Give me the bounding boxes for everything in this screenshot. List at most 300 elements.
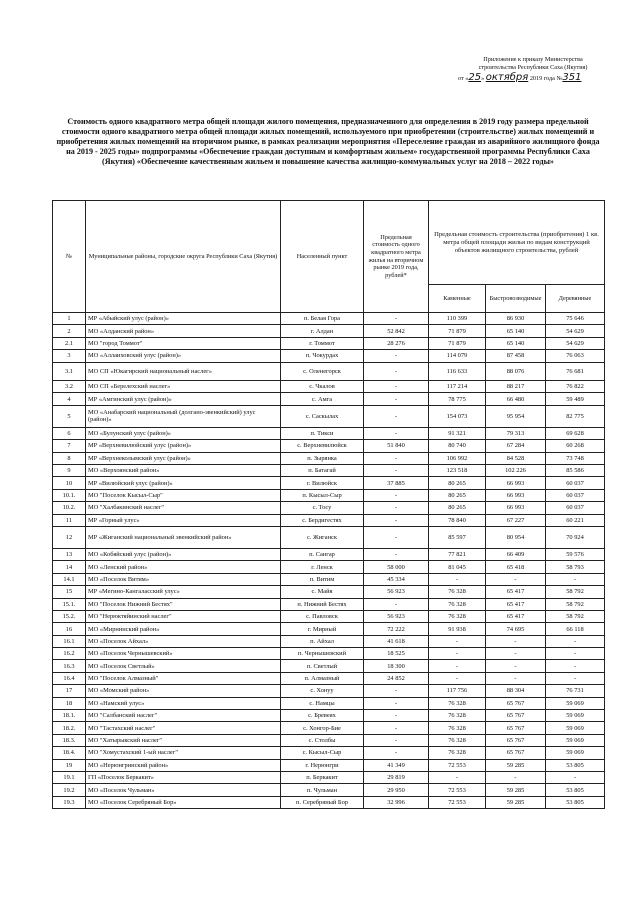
cell-settlement: с. Хонуу xyxy=(281,685,364,697)
cell-no: 12 xyxy=(53,526,86,548)
cell-no: 6 xyxy=(53,427,86,439)
cell-municipality: МО «Ленский район» xyxy=(86,561,281,573)
cell-settlement: п. Чульман xyxy=(281,784,364,796)
cell-secondary-price: 58 000 xyxy=(364,561,429,573)
cell-fast-build-price: - xyxy=(486,635,546,647)
cell-municipality: МО «Момский район» xyxy=(86,685,281,697)
cell-secondary-price: 37 885 xyxy=(364,477,429,489)
cell-municipality: МО "город Томмот" xyxy=(86,337,281,349)
cell-settlement: с. Бревеях xyxy=(281,710,364,722)
cell-secondary-price: - xyxy=(364,514,429,526)
cell-municipality: МО «Поселок Серебряный Бор» xyxy=(86,796,281,808)
approval-date-line xyxy=(458,71,608,83)
table-row xyxy=(53,489,605,501)
cell-stone-price: 76 328 xyxy=(429,747,486,759)
cell-no: 7 xyxy=(53,440,86,452)
cell-stone-price: 76 328 xyxy=(429,586,486,598)
cell-settlement: с. Павловск xyxy=(281,610,364,622)
cell-secondary-price: 41 349 xyxy=(364,759,429,771)
cell-stone-price: - xyxy=(429,672,486,684)
cell-stone-price: 116 633 xyxy=(429,362,486,381)
cell-settlement: с. Верхневилюйск xyxy=(281,440,364,452)
cell-secondary-price: - xyxy=(364,350,429,362)
cell-secondary-price: 72 222 xyxy=(364,623,429,635)
cell-settlement: с. Тосу xyxy=(281,502,364,514)
cell-settlement: п. Витим xyxy=(281,573,364,585)
table-row xyxy=(53,710,605,722)
cell-settlement: п. Чернышевский xyxy=(281,648,364,660)
cell-municipality: МР «Жиганский национальный эвенкийский район» xyxy=(86,526,281,548)
cell-fast-build-price: 65 418 xyxy=(486,561,546,573)
table-row xyxy=(53,573,605,585)
cell-settlement: с. Саскылах xyxy=(281,405,364,427)
cell-wood-price: 59 069 xyxy=(546,710,605,722)
cell-wood-price: 53 805 xyxy=(546,759,605,771)
cell-fast-build-price: 59 285 xyxy=(486,796,546,808)
table-row xyxy=(53,337,605,349)
cell-no: 15 xyxy=(53,586,86,598)
cell-municipality: МО «Поселок Светлый» xyxy=(86,660,281,672)
approval-month: октября xyxy=(485,71,529,83)
cell-wood-price: - xyxy=(546,672,605,684)
cell-fast-build-price: 66 409 xyxy=(486,548,546,560)
cell-secondary-price: - xyxy=(364,685,429,697)
cell-stone-price: - xyxy=(429,648,486,660)
cell-no: 2 xyxy=(53,325,86,337)
cell-fast-build-price: 88 076 xyxy=(486,362,546,381)
cell-no: 15.1. xyxy=(53,598,86,610)
cell-municipality: МО СП «Юкагирский национальный наслег» xyxy=(86,362,281,381)
cell-settlement: с. Столбы xyxy=(281,734,364,746)
cell-wood-price: 54 629 xyxy=(546,337,605,349)
cell-no: 19 xyxy=(53,759,86,771)
table-row xyxy=(53,381,605,393)
cell-secondary-price: 41 618 xyxy=(364,635,429,647)
cell-municipality: МО "Поселок Алмазный" xyxy=(86,672,281,684)
table-row xyxy=(53,405,605,427)
cell-fast-build-price: - xyxy=(486,672,546,684)
cell-fast-build-price: 65 767 xyxy=(486,710,546,722)
cell-municipality: МО "Поселок Нижний Бестях" xyxy=(86,598,281,610)
cell-secondary-price: 18 300 xyxy=(364,660,429,672)
cell-municipality: МО «Намский улус» xyxy=(86,697,281,709)
cell-settlement: п. Чокурдах xyxy=(281,350,364,362)
cell-wood-price: 60 268 xyxy=(546,440,605,452)
cell-stone-price: 80 265 xyxy=(429,477,486,489)
cell-wood-price: 58 792 xyxy=(546,598,605,610)
cell-wood-price: - xyxy=(546,648,605,660)
cell-wood-price: 59 069 xyxy=(546,747,605,759)
cell-secondary-price: 24 852 xyxy=(364,672,429,684)
approval-number: 351 xyxy=(562,71,582,83)
cell-stone-price: - xyxy=(429,573,486,585)
cell-municipality: МР «Абыйский улус (район)» xyxy=(86,313,281,325)
cell-no: 4 xyxy=(53,393,86,405)
cell-no: 14.1 xyxy=(53,573,86,585)
header-fast-build: Быстровозводимые xyxy=(486,285,546,313)
cell-stone-price: 80 265 xyxy=(429,489,486,501)
cell-wood-price: - xyxy=(546,660,605,672)
approval-line-2: строительства Республики Саха (Якутия) xyxy=(478,64,588,72)
cell-municipality: МО "Халбакинский наслег" xyxy=(86,502,281,514)
cell-secondary-price: - xyxy=(364,381,429,393)
cell-secondary-price: 56 923 xyxy=(364,586,429,598)
cell-secondary-price: - xyxy=(364,452,429,464)
cell-fast-build-price: 95 954 xyxy=(486,405,546,427)
cell-stone-price: 76 328 xyxy=(429,610,486,622)
table-row xyxy=(53,610,605,622)
cell-no: 11 xyxy=(53,514,86,526)
cell-fast-build-price: 88 217 xyxy=(486,381,546,393)
cell-settlement: г. Алдан xyxy=(281,325,364,337)
cell-secondary-price: - xyxy=(364,393,429,405)
cell-municipality: ГП «Поселок Беркакит» xyxy=(86,772,281,784)
cell-municipality: МО «Булунский улус (район)» xyxy=(86,427,281,439)
cell-municipality: МО «Поселок Чернышевский» xyxy=(86,648,281,660)
approval-mid: » xyxy=(481,74,486,82)
table-row xyxy=(53,350,605,362)
cell-stone-price: 71 879 xyxy=(429,337,486,349)
cell-fast-build-price: 59 285 xyxy=(486,759,546,771)
cell-fast-build-price: 65 417 xyxy=(486,598,546,610)
cell-settlement: п. Алмазный xyxy=(281,672,364,684)
cell-municipality: МО "Хомустахский 1-ый наслег" xyxy=(86,747,281,759)
cell-municipality: МР «Горный улус» xyxy=(86,514,281,526)
cell-fast-build-price: - xyxy=(486,772,546,784)
header-construction-cost: Предельная стоимость строительства (приобретения) 1 кв. метра общей площади жилья по видам конструкций объектов жилищного строительства, рублей xyxy=(429,201,605,285)
table-row xyxy=(53,672,605,684)
cell-municipality: МР «Верхневилюйский улус (район)» xyxy=(86,440,281,452)
cell-fast-build-price: 65 140 xyxy=(486,325,546,337)
header-wood: Деревянные xyxy=(546,285,605,313)
cell-fast-build-price: 74 695 xyxy=(486,623,546,635)
cell-stone-price: 80 740 xyxy=(429,440,486,452)
cell-municipality: МО «Аллаиховский улус (район)» xyxy=(86,350,281,362)
cell-no: 3.2 xyxy=(53,381,86,393)
cell-stone-price: 76 328 xyxy=(429,697,486,709)
table-row xyxy=(53,623,605,635)
cell-wood-price: 75 646 xyxy=(546,313,605,325)
cell-no: 19.1 xyxy=(53,772,86,784)
cell-no: 3.1 xyxy=(53,362,86,381)
cell-fast-build-price: 65 140 xyxy=(486,337,546,349)
table-row xyxy=(53,685,605,697)
cell-fast-build-price: 102 226 xyxy=(486,465,546,477)
cell-municipality: МР «Верхнеколымский улус (район)» xyxy=(86,452,281,464)
cell-fast-build-price: 67 227 xyxy=(486,514,546,526)
cell-settlement: п. Нижний Бестях xyxy=(281,598,364,610)
cell-secondary-price: 32 996 xyxy=(364,796,429,808)
approval-day: 25 xyxy=(468,71,482,83)
header-secondary-market: Предельная стоимость одного квадратного метра жилья на вторичном рынке 2019 года, рублей* xyxy=(364,201,429,313)
cell-wood-price: 76 681 xyxy=(546,362,605,381)
cell-settlement: п. Беркакит xyxy=(281,772,364,784)
cell-stone-price: 72 553 xyxy=(429,759,486,771)
cell-settlement: п. Сангар xyxy=(281,548,364,560)
cell-stone-price: 76 328 xyxy=(429,734,486,746)
table-row xyxy=(53,747,605,759)
cell-stone-price: 91 938 xyxy=(429,623,486,635)
cell-fast-build-price: 59 285 xyxy=(486,784,546,796)
cell-no: 10 xyxy=(53,477,86,489)
cell-no: 18 xyxy=(53,697,86,709)
cell-wood-price: 70 924 xyxy=(546,526,605,548)
table-row xyxy=(53,660,605,672)
table-row xyxy=(53,548,605,560)
cell-secondary-price: - xyxy=(364,465,429,477)
cell-wood-price: 59 069 xyxy=(546,734,605,746)
cell-secondary-price: - xyxy=(364,697,429,709)
table-row xyxy=(53,734,605,746)
cell-secondary-price: - xyxy=(364,502,429,514)
cell-no: 8 xyxy=(53,452,86,464)
cell-municipality: МО "Хатырыкский наслег" xyxy=(86,734,281,746)
approval-stamp xyxy=(458,56,608,83)
cell-settlement: с. Амга xyxy=(281,393,364,405)
cell-settlement: п. Кысыл-Сыр xyxy=(281,489,364,501)
cell-no: 17 xyxy=(53,685,86,697)
table-row xyxy=(53,598,605,610)
table-row xyxy=(53,586,605,598)
cell-no: 19.3 xyxy=(53,796,86,808)
cell-fast-build-price: 86 930 xyxy=(486,313,546,325)
cell-secondary-price: - xyxy=(364,548,429,560)
cell-fast-build-price: 66 993 xyxy=(486,502,546,514)
table-row xyxy=(53,452,605,464)
cell-wood-price: 76 063 xyxy=(546,350,605,362)
cell-settlement: п. Белая Гора xyxy=(281,313,364,325)
table-row xyxy=(53,784,605,796)
cell-no: 18.1. xyxy=(53,710,86,722)
cell-stone-price: - xyxy=(429,635,486,647)
cell-fast-build-price: - xyxy=(486,573,546,585)
table-row xyxy=(53,648,605,660)
cell-wood-price: 60 221 xyxy=(546,514,605,526)
cell-no: 9 xyxy=(53,465,86,477)
cell-no: 16.2 xyxy=(53,648,86,660)
cell-municipality: МО «Поселок Айхал» xyxy=(86,635,281,647)
cell-municipality: МО "Салбанский наслег" xyxy=(86,710,281,722)
cell-stone-price: 78 775 xyxy=(429,393,486,405)
cell-secondary-price: 29 950 xyxy=(364,784,429,796)
cell-secondary-price: - xyxy=(364,526,429,548)
cell-wood-price: 53 805 xyxy=(546,796,605,808)
cell-wood-price: 58 792 xyxy=(546,610,605,622)
cell-fast-build-price: 80 954 xyxy=(486,526,546,548)
approval-line-1: Приложение к приказу Министерства xyxy=(483,56,583,63)
cell-stone-price: - xyxy=(429,772,486,784)
cell-fast-build-price: 65 767 xyxy=(486,747,546,759)
cell-settlement: с. Хонгор-Бие xyxy=(281,722,364,734)
cell-no: 5 xyxy=(53,405,86,427)
cell-settlement: с. Намцы xyxy=(281,697,364,709)
cell-stone-price: 78 840 xyxy=(429,514,486,526)
cell-municipality: МО «Мирнинский район» xyxy=(86,623,281,635)
cell-wood-price: 53 805 xyxy=(546,784,605,796)
cell-no: 18.4. xyxy=(53,747,86,759)
cell-municipality: МО СП «Берелехский наслег» xyxy=(86,381,281,393)
table-row xyxy=(53,477,605,489)
cell-wood-price: - xyxy=(546,772,605,784)
cell-stone-price: 154 073 xyxy=(429,405,486,427)
cell-settlement: г. Мирный xyxy=(281,623,364,635)
cell-wood-price: 58 792 xyxy=(546,586,605,598)
cell-stone-price: 77 821 xyxy=(429,548,486,560)
cell-municipality: МО "Поселок Кысыл-Сыр" xyxy=(86,489,281,501)
table-row xyxy=(53,635,605,647)
cell-secondary-price: - xyxy=(364,362,429,381)
cell-secondary-price: - xyxy=(364,710,429,722)
cell-secondary-price: 51 840 xyxy=(364,440,429,452)
cell-wood-price: - xyxy=(546,573,605,585)
cell-no: 18.2. xyxy=(53,722,86,734)
table-row xyxy=(53,465,605,477)
cell-secondary-price: 52 842 xyxy=(364,325,429,337)
cell-settlement: г. Вилюйск xyxy=(281,477,364,489)
cell-stone-price: 123 518 xyxy=(429,465,486,477)
cell-wood-price: 59 489 xyxy=(546,393,605,405)
cell-wood-price: 85 586 xyxy=(546,465,605,477)
cell-fast-build-price: - xyxy=(486,660,546,672)
cell-municipality: МО «Нерюнгринский район» xyxy=(86,759,281,771)
cell-secondary-price: - xyxy=(364,598,429,610)
header-no: № xyxy=(53,201,86,313)
cell-settlement: п. Тикси xyxy=(281,427,364,439)
cell-settlement: г. Томмот xyxy=(281,337,364,349)
cell-no: 16.1 xyxy=(53,635,86,647)
table-row xyxy=(53,722,605,734)
header-settlement: Населенный пункт xyxy=(281,201,364,313)
cell-settlement: с. Оленегорск xyxy=(281,362,364,381)
table-row xyxy=(53,313,605,325)
cell-wood-price: 60 037 xyxy=(546,489,605,501)
cell-stone-price: 114 079 xyxy=(429,350,486,362)
table-row xyxy=(53,697,605,709)
header-municipality: Муниципальные районы, городские округа Республики Саха (Якутия) xyxy=(86,201,281,313)
cell-no: 16.4 xyxy=(53,672,86,684)
cell-fast-build-price: 87 458 xyxy=(486,350,546,362)
table-row xyxy=(53,440,605,452)
cell-stone-price: 117 756 xyxy=(429,685,486,697)
cell-fast-build-price: - xyxy=(486,648,546,660)
cell-secondary-price: 45 334 xyxy=(364,573,429,585)
cell-settlement: п. Батагай xyxy=(281,465,364,477)
cell-stone-price: 106 992 xyxy=(429,452,486,464)
cost-table xyxy=(52,200,605,809)
cell-no: 3 xyxy=(53,350,86,362)
cell-wood-price: 54 629 xyxy=(546,325,605,337)
cell-secondary-price: - xyxy=(364,313,429,325)
cell-stone-price: 117 214 xyxy=(429,381,486,393)
table-row xyxy=(53,561,605,573)
cell-secondary-price: 29 819 xyxy=(364,772,429,784)
cell-no: 16.3 xyxy=(53,660,86,672)
cell-settlement: п. Серебряный Бор xyxy=(281,796,364,808)
table-row xyxy=(53,759,605,771)
table-row xyxy=(53,393,605,405)
cell-stone-price: 76 328 xyxy=(429,710,486,722)
cell-fast-build-price: 65 417 xyxy=(486,586,546,598)
cell-secondary-price: 56 923 xyxy=(364,610,429,622)
cell-wood-price: - xyxy=(546,635,605,647)
cell-settlement: с. Жиганск xyxy=(281,526,364,548)
cell-wood-price: 66 118 xyxy=(546,623,605,635)
cell-stone-price: 71 879 xyxy=(429,325,486,337)
cell-fast-build-price: 67 284 xyxy=(486,440,546,452)
cell-fast-build-price: 65 767 xyxy=(486,697,546,709)
cell-wood-price: 76 822 xyxy=(546,381,605,393)
cell-stone-price: 91 321 xyxy=(429,427,486,439)
cell-settlement: г. Нерюнгри xyxy=(281,759,364,771)
cell-stone-price: 72 553 xyxy=(429,796,486,808)
cell-settlement: п. Айхал xyxy=(281,635,364,647)
cell-stone-price: 81 045 xyxy=(429,561,486,573)
table-row xyxy=(53,772,605,784)
cell-municipality: МР «Мегино-Кангаласский улус» xyxy=(86,586,281,598)
cell-municipality: МО «Верхоянский район» xyxy=(86,465,281,477)
header-stone: Каменные xyxy=(429,285,486,313)
cell-wood-price: 82 775 xyxy=(546,405,605,427)
cell-no: 2.1 xyxy=(53,337,86,349)
cell-no: 16 xyxy=(53,623,86,635)
cell-no: 10.1. xyxy=(53,489,86,501)
cell-stone-price: 80 265 xyxy=(429,502,486,514)
table-row xyxy=(53,796,605,808)
cell-fast-build-price: 66 480 xyxy=(486,393,546,405)
cell-wood-price: 69 628 xyxy=(546,427,605,439)
cell-settlement: г. Ленск xyxy=(281,561,364,573)
cell-secondary-price: 18 525 xyxy=(364,648,429,660)
cell-fast-build-price: 65 767 xyxy=(486,734,546,746)
cell-no: 19.2 xyxy=(53,784,86,796)
cell-municipality: МО «Кобяйский улус (район)» xyxy=(86,548,281,560)
cell-fast-build-price: 88 304 xyxy=(486,685,546,697)
cell-no: 13 xyxy=(53,548,86,560)
table-row xyxy=(53,514,605,526)
cell-secondary-price: - xyxy=(364,722,429,734)
cell-secondary-price: - xyxy=(364,734,429,746)
cell-wood-price: 73 748 xyxy=(546,452,605,464)
cell-stone-price: 110 399 xyxy=(429,313,486,325)
cell-stone-price: 76 328 xyxy=(429,598,486,610)
cell-fast-build-price: 66 993 xyxy=(486,477,546,489)
cell-fast-build-price: 79 313 xyxy=(486,427,546,439)
approval-year: 2019 года № xyxy=(529,74,563,82)
table-row xyxy=(53,325,605,337)
document-title: Стоимость одного квадратного метра общей площади жилого помещения, предназначенного для определения в 2019 году размера предельной стоимости одного квадратного метра общей площади жилых помещений, используемого при приобретении (строительстве) жилых помещений и приобретения жилых помещений на вторичном рынке, в рамках реализации мероприятия «Переселение граждан из аварийного жилищного фонда на 2019 - 2025 годы» подпрограммы «Обеспечение граждан доступным и комфортным жильем» государственной программы Республики Саха (Якутия) «Обеспечение качественным жильем и повышение качества жилищно-коммунальных услуг на 2018 – 2022 годы» xyxy=(56,117,600,167)
cell-municipality: МР «Вилюйский улус (район)» xyxy=(86,477,281,489)
cell-municipality: МО «Поселок Чульман» xyxy=(86,784,281,796)
cell-no: 1 xyxy=(53,313,86,325)
cell-wood-price: 60 037 xyxy=(546,502,605,514)
cell-wood-price: 59 069 xyxy=(546,697,605,709)
table-body xyxy=(53,313,605,809)
cell-wood-price: 76 731 xyxy=(546,685,605,697)
cell-secondary-price: - xyxy=(364,427,429,439)
cell-stone-price: 85 597 xyxy=(429,526,486,548)
cell-no: 18.3. xyxy=(53,734,86,746)
cell-municipality: МО «Анабарский национальный (долгано-эвенкийский) улус (район)» xyxy=(86,405,281,427)
cell-wood-price: 60 037 xyxy=(546,477,605,489)
cell-settlement: с. Кысыл-Сыр xyxy=(281,747,364,759)
cell-municipality: МО «Алданский район» xyxy=(86,325,281,337)
cell-stone-price: 72 553 xyxy=(429,784,486,796)
cell-no: 10.2. xyxy=(53,502,86,514)
cell-fast-build-price: 65 417 xyxy=(486,610,546,622)
cell-settlement: с. Майя xyxy=(281,586,364,598)
table-row xyxy=(53,362,605,381)
cell-settlement: п. Светлый xyxy=(281,660,364,672)
